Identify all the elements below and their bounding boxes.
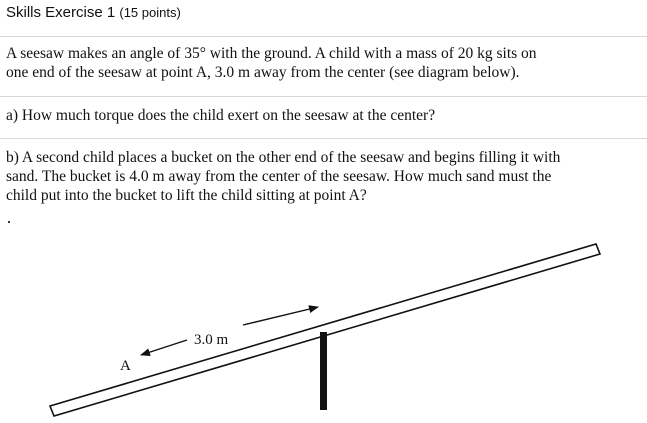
question-b-line: sand. The bucket is 4.0 m away from the center of the seesaw. How much sand must the bbox=[6, 168, 552, 185]
problem-intro-line: A seesaw makes an angle of 35° with the ground. A child with a mass of 20 kg sits on bbox=[6, 45, 537, 62]
arrow-to-center bbox=[243, 307, 318, 325]
question-b-line: b) A second child places a bucket on the other end of the seesaw and begins filling it with bbox=[6, 149, 561, 166]
exercise-points: (15 points) bbox=[119, 5, 181, 20]
point-a-label: A bbox=[120, 358, 131, 374]
question-a-text: a) How much torque does the child exert on the seesaw at the center? bbox=[6, 107, 436, 124]
fulcrum-post bbox=[320, 332, 327, 410]
arrow-to-a bbox=[141, 340, 187, 355]
exercise-title-text: Skills Exercise 1 bbox=[6, 4, 116, 21]
distance-label: 3.0 m bbox=[194, 332, 229, 348]
problem-intro-line: one end of the seesaw at point A, 3.0 m away from the center (see diagram below). bbox=[6, 64, 520, 81]
question-b-line: child put into the bucket to lift the child sitting at point A? bbox=[6, 187, 367, 204]
